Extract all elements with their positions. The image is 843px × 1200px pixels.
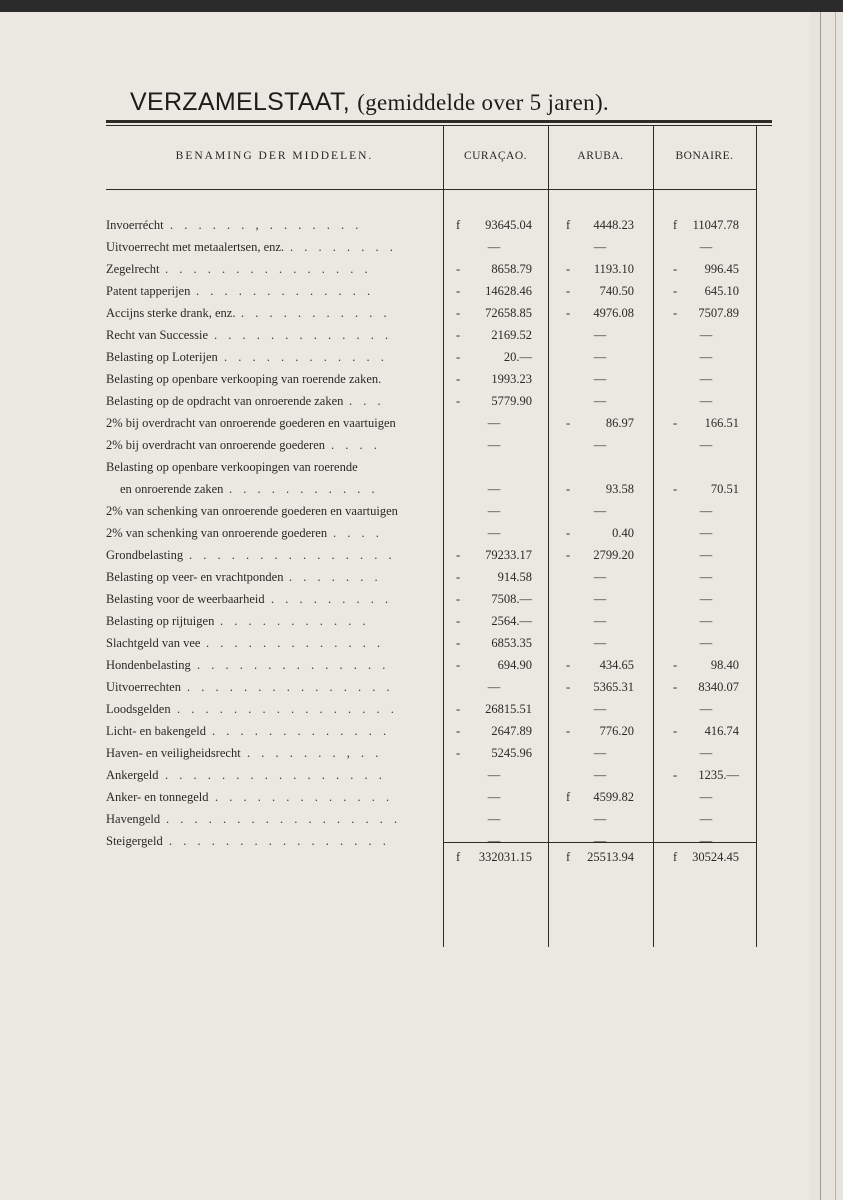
value-curacao: — [487, 416, 501, 430]
value-curacao: - 20.— [456, 350, 532, 364]
value-bonaire: — [699, 438, 713, 452]
table-row [106, 390, 756, 412]
row-leader-dots: . . . . . . . . . . . . . . . . . [166, 812, 402, 826]
value-bonaire: — [699, 350, 713, 364]
value-aruba: - 1193.10 [566, 262, 634, 276]
table-row [106, 434, 756, 456]
value-bonaire: — [699, 240, 713, 254]
value-aruba: - 4976.08 [566, 306, 634, 320]
table-row [106, 786, 756, 808]
value-bonaire: — [699, 812, 713, 826]
row-label: Havengeld [106, 812, 161, 826]
header-bonaire: BONAIRE. [675, 150, 734, 162]
value-bonaire: — [699, 570, 713, 584]
value-curacao: - 914.58 [456, 570, 532, 584]
top-rule-thin [106, 125, 772, 126]
table-row [106, 742, 756, 764]
row-leader-dots: . . . . . . . . . . . [241, 306, 391, 320]
row-leader-dots: . . . . . . . . [290, 240, 397, 254]
value-curacao: — [487, 834, 501, 848]
row-leader-dots: . . . . . . . . . . . . . [215, 790, 394, 804]
value-bonaire: — [699, 548, 713, 562]
row-leader-dots: . . . . . . . . . . . . . [212, 724, 391, 738]
table-row [106, 522, 756, 544]
value-aruba: — [593, 702, 607, 716]
value-aruba: — [593, 570, 607, 584]
row-leader-dots: . . . . . . , . . . . . . . [170, 218, 363, 232]
value-curacao: — [487, 526, 501, 540]
value-curacao: — [487, 438, 501, 452]
row-label: Anker- en tonnegeld [106, 790, 209, 804]
row-leader-dots: . . . . . . . . . . . . . . . . [169, 834, 390, 848]
value-bonaire: — [699, 790, 713, 804]
value-bonaire: — [699, 592, 713, 606]
row-label: 2% bij overdracht van onroerende goederen [106, 438, 326, 452]
value-curacao: - 2564.— [456, 614, 532, 628]
value-bonaire: - 416.74 [673, 724, 739, 738]
table-row [106, 214, 756, 236]
row-label: Belasting op veer- en vrachtponden [106, 570, 284, 584]
title-sub: (gemiddelde over 5 jaren). [357, 90, 609, 115]
table-row [106, 720, 756, 742]
row-label: Zegelrecht [106, 262, 160, 276]
title-main: VERZAMELSTAAT, [130, 88, 350, 116]
value-aruba: — [593, 834, 607, 848]
value-aruba: — [593, 504, 607, 518]
row-label: Uitvoerrecht met metaalertsen, enz. [106, 240, 285, 254]
value-aruba: f 4599.82 [566, 790, 634, 804]
top-rule-thick [106, 120, 772, 123]
row-label: Belasting op rijtuigen [106, 614, 215, 628]
row-label: Ankergeld [106, 768, 159, 782]
value-aruba: — [593, 746, 607, 760]
row-label: Uitvoerrechten [106, 680, 181, 694]
row-label: en onroerende zaken [120, 482, 224, 496]
table-row [106, 236, 756, 258]
page-fold-line-2 [835, 12, 836, 1200]
table-row [106, 368, 756, 390]
page-title [130, 88, 609, 117]
value-aruba: - 2799.20 [566, 548, 634, 562]
table-row [106, 808, 756, 830]
value-bonaire: - 8340.07 [673, 680, 739, 694]
row-leader-dots: . . . . . . . . . . . [229, 482, 379, 496]
value-bonaire: — [699, 328, 713, 342]
value-bonaire: — [699, 526, 713, 540]
value-aruba: - 776.20 [566, 724, 634, 738]
table-row [106, 478, 756, 500]
value-bonaire [673, 460, 739, 476]
value-curacao: — [487, 504, 501, 518]
column-divider-4 [756, 125, 757, 947]
row-label: Recht van Successie [106, 328, 209, 342]
value-bonaire: — [699, 504, 713, 518]
value-bonaire: - 645.10 [673, 284, 739, 298]
row-label: Haven- en veiligheidsrecht [106, 746, 241, 760]
value-aruba: — [593, 350, 607, 364]
value-aruba: — [593, 768, 607, 782]
value-bonaire: - 996.45 [673, 262, 739, 276]
row-leader-dots: . . . . . . . . . . . . [224, 350, 388, 364]
total-aruba: f 25513.94 [566, 850, 634, 864]
table-row [106, 610, 756, 632]
value-aruba: — [593, 592, 607, 606]
document-page [0, 12, 810, 1200]
table-row [106, 500, 756, 522]
table-row [106, 456, 756, 478]
row-leader-dots: . . . . [331, 438, 381, 452]
value-bonaire: — [699, 834, 713, 848]
next-page-edge [810, 12, 843, 1200]
row-label: Slachtgeld van vee [106, 636, 201, 650]
value-aruba: — [593, 328, 607, 342]
row-label: Licht- en bakengeld [106, 724, 206, 738]
value-curacao: — [487, 812, 501, 826]
total-bonaire: f 30524.45 [673, 850, 739, 864]
value-curacao: - 694.90 [456, 658, 532, 672]
value-aruba: — [593, 394, 607, 408]
value-bonaire: - 70.51 [673, 482, 739, 496]
value-curacao: - 5779.90 [456, 394, 532, 408]
row-leader-dots: . . . . . . . . . . . . . . . [165, 262, 372, 276]
table-row [106, 280, 756, 302]
row-leader-dots: . . . . . . . . . [271, 592, 393, 606]
table-row [106, 324, 756, 346]
row-leader-dots: . . . . . . . , . . [247, 746, 383, 760]
row-label: 2% bij overdracht van onroerende goederen en vaartuigen [106, 416, 396, 430]
row-leader-dots: . . . . [333, 526, 383, 540]
value-curacao: f 93645.04 [456, 218, 532, 232]
row-label: Loodsgelden [106, 702, 171, 716]
value-curacao: - 2169.52 [456, 328, 532, 342]
header-benaming: BENAMING DER MIDDELEN. [175, 150, 374, 162]
value-bonaire: - 1235.— [673, 768, 739, 782]
table-row [106, 258, 756, 280]
value-aruba: - 5365.31 [566, 680, 634, 694]
value-curacao: - 79233.17 [456, 548, 532, 562]
table-row [106, 566, 756, 588]
totals-row [106, 846, 756, 868]
row-label: Grondbelasting [106, 548, 184, 562]
value-curacao: — [487, 768, 501, 782]
row-label: Steigergeld [106, 834, 163, 848]
table-row [106, 346, 756, 368]
value-curacao: - 8658.79 [456, 262, 532, 276]
total-curacao: f 332031.15 [456, 850, 532, 864]
value-bonaire: — [699, 614, 713, 628]
table-row [106, 588, 756, 610]
row-label: Invoerrécht [106, 218, 164, 232]
value-curacao: - 72658.85 [456, 306, 532, 320]
value-curacao: - 26815.51 [456, 702, 532, 716]
value-aruba: — [593, 438, 607, 452]
value-curacao [456, 460, 532, 476]
value-aruba [566, 460, 634, 476]
header-aruba: ARUBA. [577, 150, 624, 162]
table-row [106, 676, 756, 698]
value-aruba: — [593, 636, 607, 650]
row-leader-dots: . . . . . . . . . . . . . . [197, 658, 390, 672]
row-label: Belasting op Loterijen [106, 350, 218, 364]
value-curacao: - 14628.46 [456, 284, 532, 298]
value-curacao: - 2647.89 [456, 724, 532, 738]
value-aruba: - 434.65 [566, 658, 634, 672]
value-curacao: - 1993.23 [456, 372, 532, 386]
value-bonaire: — [699, 372, 713, 386]
value-bonaire: — [699, 636, 713, 650]
page-fold-line [820, 12, 821, 1200]
value-bonaire: — [699, 702, 713, 716]
row-label: Hondenbelasting [106, 658, 191, 672]
value-bonaire: — [699, 746, 713, 760]
value-curacao: — [487, 790, 501, 804]
row-leader-dots: . . . . . . . . . . . . . [206, 636, 385, 650]
table-row [106, 302, 756, 324]
row-leader-dots: . . . [349, 394, 385, 408]
value-aruba: f 4448.23 [566, 218, 634, 232]
table-row [106, 654, 756, 676]
row-leader-dots: . . . . . . . . . . . . . . . . [165, 768, 386, 782]
row-label: Accijns sterke drank, enz. [106, 306, 236, 320]
row-leader-dots: . . . . . . . . . . . [220, 614, 370, 628]
value-curacao: - 7508.— [456, 592, 532, 606]
row-label: Belasting op openbare verkoopingen van roerende [106, 460, 358, 474]
value-bonaire: f 11047.78 [673, 218, 739, 232]
row-label: 2% van schenking van onroerende goederen en vaartuigen [106, 504, 398, 518]
row-label: Belasting voor de weerbaarheid [106, 592, 265, 606]
row-label: Belasting op openbare verkooping van roerende zaken. [106, 372, 382, 386]
header-rule [106, 189, 756, 190]
value-curacao: — [487, 680, 501, 694]
table-row [106, 632, 756, 654]
value-curacao: — [487, 240, 501, 254]
value-bonaire: - 98.40 [673, 658, 739, 672]
value-aruba: — [593, 614, 607, 628]
value-aruba: - 93.58 [566, 482, 634, 496]
table-row [106, 764, 756, 786]
value-bonaire: - 7507.89 [673, 306, 739, 320]
value-bonaire: — [699, 394, 713, 408]
value-aruba: - 86.97 [566, 416, 634, 430]
table-row [106, 544, 756, 566]
value-aruba: - 740.50 [566, 284, 634, 298]
value-bonaire: - 166.51 [673, 416, 739, 430]
row-leader-dots: . . . . . . . . . . . . . . . . [177, 702, 398, 716]
value-curacao: — [487, 482, 501, 496]
value-curacao: - 5245.96 [456, 746, 532, 760]
row-leader-dots: . . . . . . . [289, 570, 382, 584]
row-label: Patent tapperijen [106, 284, 191, 298]
value-aruba: - 0.40 [566, 526, 634, 540]
row-leader-dots: . . . . . . . . . . . . . . . [189, 548, 396, 562]
value-aruba: — [593, 372, 607, 386]
row-label: Belasting op de opdracht van onroerende zaken [106, 394, 344, 408]
row-leader-dots: . . . . . . . . . . . . . [196, 284, 375, 298]
value-curacao: - 6853.35 [456, 636, 532, 650]
row-leader-dots: . . . . . . . . . . . . . [214, 328, 393, 342]
row-label: 2% van schenking van onroerende goederen [106, 526, 328, 540]
value-aruba: — [593, 240, 607, 254]
table-row [106, 412, 756, 434]
value-aruba: — [593, 812, 607, 826]
row-leader-dots: . . . . . . . . . . . . . . . [187, 680, 394, 694]
header-curacao: CURAÇAO. [463, 150, 528, 162]
table-row [106, 698, 756, 720]
